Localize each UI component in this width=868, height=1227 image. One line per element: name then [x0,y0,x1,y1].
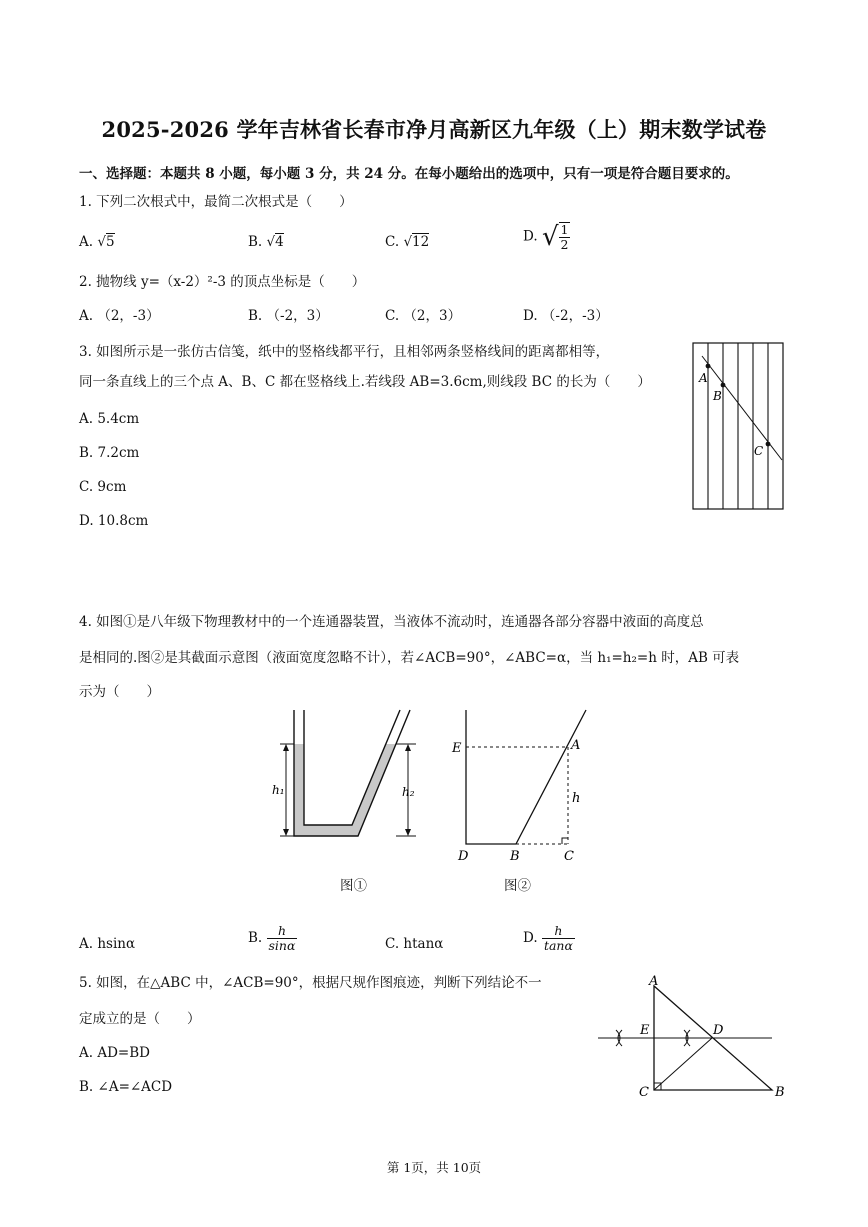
label-a: A [649,974,659,989]
question-3-line-1: 3. 如图所示是一张仿古信笺，纸中的竖格线都平行，且相邻两条竖格线间的距离都相等， [79,344,610,360]
q4-option-b-label: B. [248,930,263,946]
right-angle-mark [562,838,568,844]
q1-option-d-denominator: 2 [560,237,569,252]
q4-connected-vessel-figure [270,708,430,858]
label-b: B [510,849,520,864]
q1-option-b: B. √4 [248,234,284,250]
figure-1-caption: 图① [340,878,367,894]
q4-option-b-denominator: sinα [268,938,296,953]
q3-option-d: D. 10.8cm [79,513,149,529]
question-4-line-1: 4. 如图①是八年级下物理教材中的一个连通器装置，当液体不流动时，连通器各部分容器中液面的高度总 [79,614,704,630]
label-b: B [713,389,722,403]
page-title: 2025-2026 学年吉林省长春市净月高新区九年级（上）期末数学试卷 [101,117,767,142]
label-h1: h₁ [272,783,285,797]
label-e: E [640,1023,650,1038]
q1-option-a-value: 5 [105,234,115,250]
question-1-stem: 1. 下列二次根式中，最简二次根式是（ ） [79,194,353,210]
question-5-line-2: 定成立的是（ ） [79,1011,201,1027]
q1-option-c-value: 12 [412,234,430,250]
q5-triangle-construction-figure [596,972,796,1104]
q4-option-b-numerator: h [277,923,286,938]
q3-option-a: A. 5.4cm [79,411,140,427]
question-4-line-2: 是相同的.图②是其截面示意图（液面宽度忽略不计），若∠ACB=90°，∠ABC=α，当 h₁=h₂=h 时，AB 可表 [79,650,740,666]
section-heading: 一、选择题：本题共 8 小题，每小题 3 分，共 24 分。在每小题给出的选项中，只有一项是符合题目要求的。 [79,166,739,182]
question-2-stem: 2. 抛物线 y=（x-2）²-3 的顶点坐标是（ ） [79,274,366,290]
q1-option-d: D. √ $\frac{1}{2}$ [523,222,569,252]
segment-cd [654,1038,712,1090]
question-4-line-3: 示为（ ） [79,684,160,700]
q4-option-d-label: D. [523,930,538,946]
label-d: D [458,849,469,864]
q1-option-c-label: C. [385,234,400,250]
q1-option-a: A. √5 [79,234,115,250]
question-3-line-2: 同一条直线上的三个点 A、B、C 都在竖格线上.若线段 AB=3.6cm,则线段 BC 的长为（ ） [79,374,651,390]
vertical-grid-lines [708,343,768,509]
label-d: D [713,1023,724,1038]
q4-option-a: A. hsinα [79,936,136,952]
q1-option-d-label: D. [523,228,538,245]
label-b: B [775,1085,785,1100]
q4-option-d-denominator: tanα [543,938,573,953]
point-c [766,442,771,447]
q2-option-c: C. （2，3） [385,308,462,324]
q4-option-d [523,924,575,953]
q1-option-b-label: B. [248,234,263,250]
q5-option-a: A. AD=BD [79,1045,150,1061]
q1-option-b-value: 4 [275,234,284,250]
q3-letter-paper-figure [690,340,786,512]
page-footer: 第 1页，共 10页 [386,1160,482,1175]
q2-option-b: B. （-2，3） [248,308,329,324]
q2-option-a: A. （2，-3） [79,308,160,324]
q4-option-b [248,924,297,953]
point-a [706,364,711,369]
q2-option-d: D. （-2，-3） [523,308,609,324]
label-e: E [452,741,462,756]
point-b [721,383,726,388]
q4-cross-section-figure [446,706,596,866]
label-a: A [571,738,581,753]
q4-option-d-numerator: h [554,923,563,938]
q1-option-a-label: A. [79,234,94,250]
q1-option-c: C. √12 [385,234,430,250]
label-c: C [564,849,574,864]
q3-option-c: C. 9cm [79,479,127,495]
q4-option-c: C. htanα [385,936,444,952]
label-h2: h₂ [402,785,415,799]
q1-option-d-numerator: 1 [560,222,569,237]
label-c: C [639,1085,649,1100]
figure-2-caption: 图② [504,878,531,894]
label-h: h [572,791,581,806]
label-c: C [754,444,764,458]
q5-option-b: B. ∠A=∠ACD [79,1079,173,1095]
label-a: A [699,371,708,385]
question-5-line-1: 5. 如图，在△ABC 中，∠ACB=90°，根据尺规作图痕迹，判断下列结论不一 [79,975,542,991]
q3-option-b: B. 7.2cm [79,445,140,461]
